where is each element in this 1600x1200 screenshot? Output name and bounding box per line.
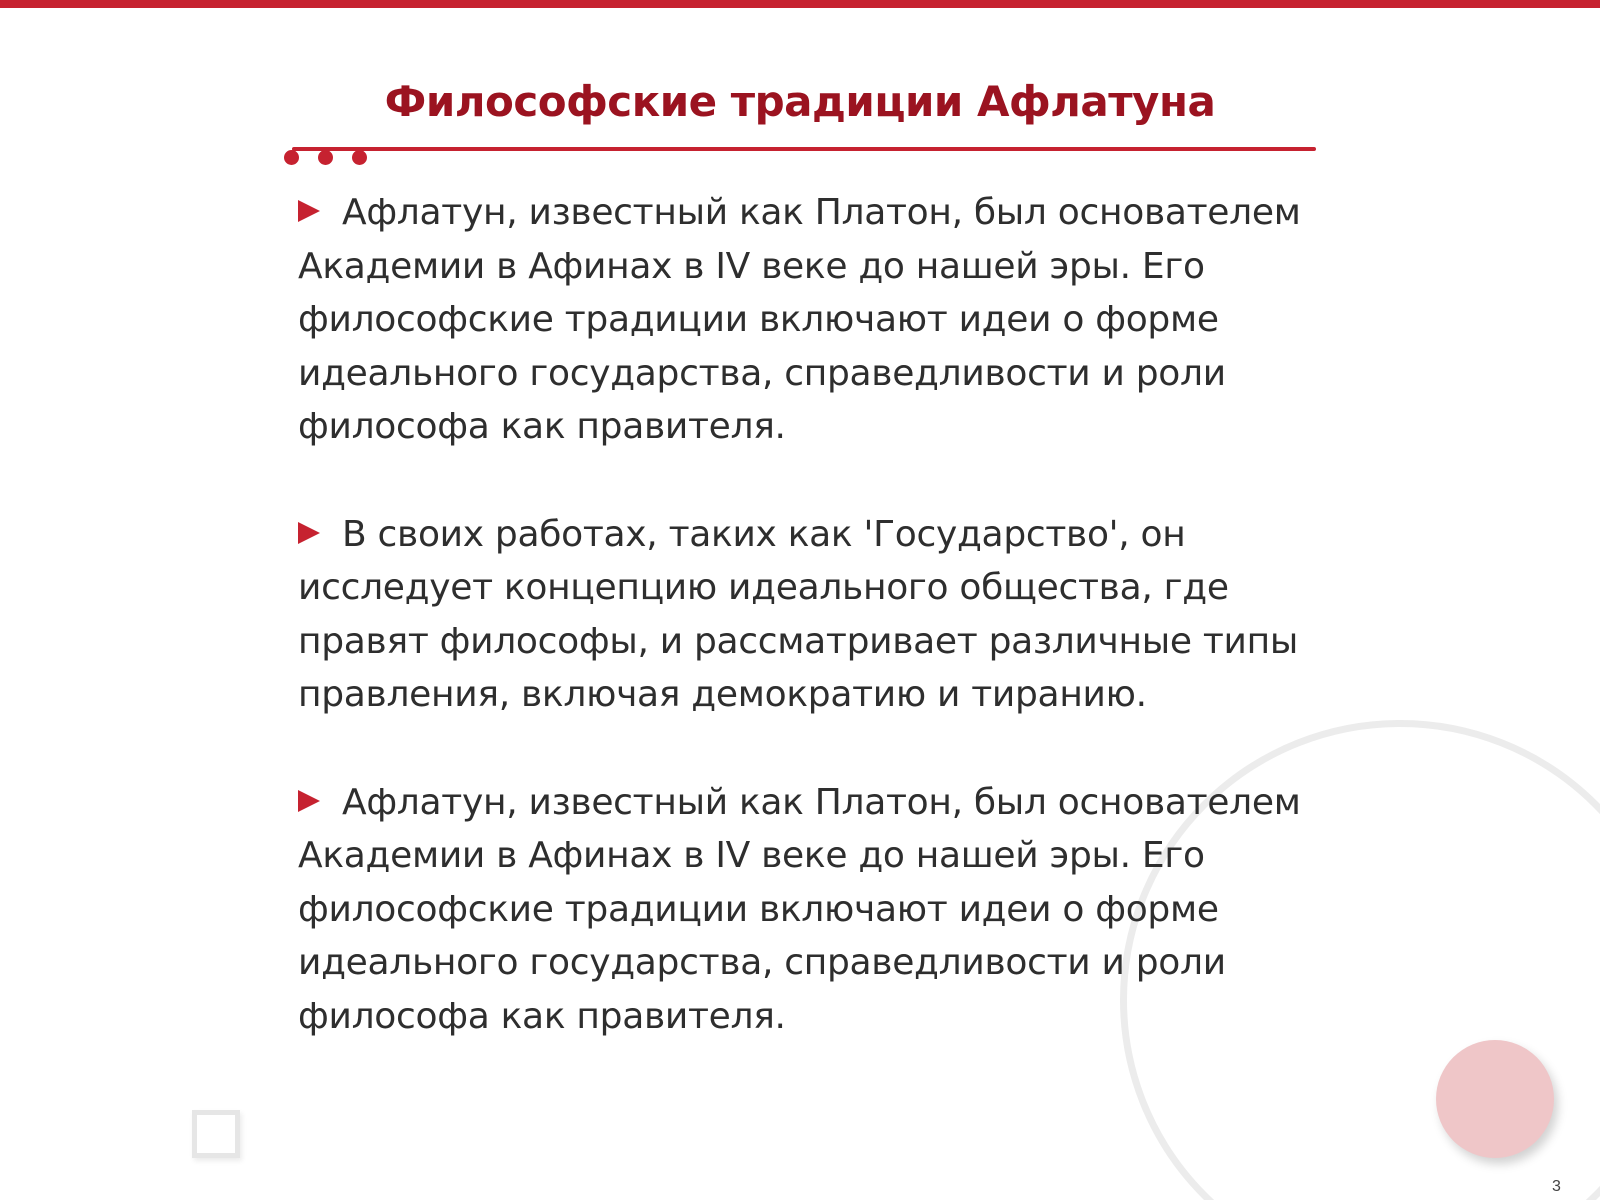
triangle-right-icon — [298, 522, 320, 544]
bullet-text: Афлатун, известный как Платон, был основателем Академии в Афинах в IV веке до нашей эры. Его философские традиции включают идеи о форме идеального государства, справедливости и роли философа как правителя. — [298, 192, 1301, 447]
bullet-item — [298, 186, 1318, 454]
decorative-pink-circle — [1436, 1040, 1554, 1158]
page-number: 3 — [1552, 1178, 1561, 1195]
bullet-item — [298, 508, 1318, 722]
bullet-item — [298, 776, 1318, 1044]
title-underline — [292, 147, 1316, 151]
underline-dot — [352, 150, 367, 165]
bullet-list — [298, 186, 1318, 1097]
underline-dot — [284, 150, 299, 165]
triangle-right-icon — [298, 790, 320, 812]
bullet-text: В своих работах, таких как 'Государство', он исследует концепцию идеального общества, где правят философы, и рассматривает различные типы правления, включая демократию и тиранию. — [298, 513, 1298, 715]
top-accent-bar — [0, 0, 1600, 8]
bullet-text: Афлатун, известный как Платон, был основателем Академии в Афинах в IV веке до нашей эры. Его философские традиции включают идеи о форме идеального государства, справедливости и роли философа как правителя. — [298, 781, 1301, 1037]
underline-dot — [318, 150, 333, 165]
triangle-right-icon — [298, 200, 320, 222]
slide-title: Философские традиции Афлатуна — [384, 77, 1216, 126]
decorative-square — [192, 1110, 240, 1158]
